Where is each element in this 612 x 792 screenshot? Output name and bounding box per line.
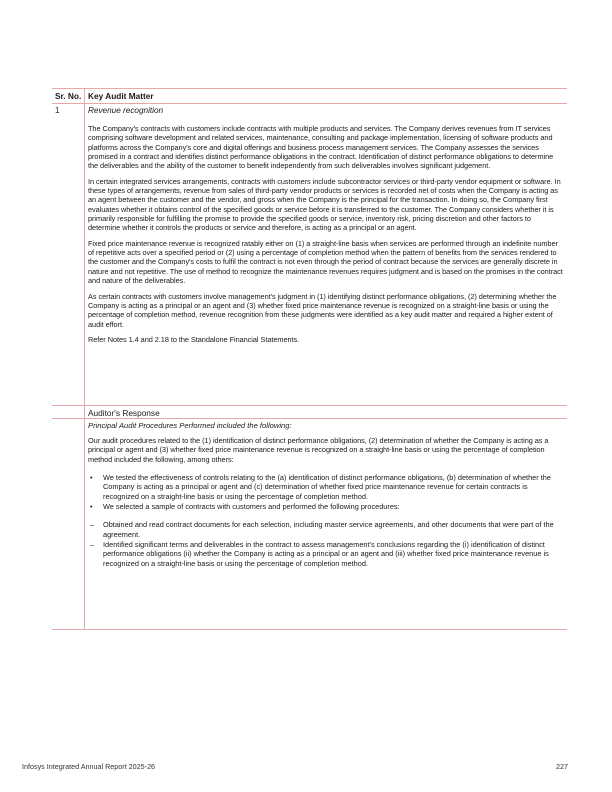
matter-paragraph: Fixed price maintenance revenue is recognized ratably either on (1) a straight-line basis when services are performed through an indefinite number of repetitive acts over a specified period or (2) using a percentage of completion method when the pattern of benefits from the services rendered to the customer and the Company's costs to fulfil the contract is not even through the period of contract because the services are generally discrete in nature and not repetitive. The use of method to recognize the maintenance revenues requires judgment and is based on the promises in the contract and nature of the deliverables.	[88, 238, 563, 286]
procedure-bullet: • We selected a sample of contracts with customers and performed the following procedures:	[88, 502, 564, 511]
procedure-list	[88, 473, 564, 511]
matter-paragraph: In certain integrated services arrangements, contracts with customers include subcontractor services or third-party vendor equipment or software. In these types of arrangements, revenue from sales of third-party vendor products or services is recorded net of costs when the Company is acting as an agent between the customer and the vendor, and gross when the Company is the principal for the transaction. In doing so, the Company first evaluates whether it obtains control of the specified goods or service before it is transferred to the customer. The Company considers whether it is primarily responsible for fulfilling the promise to provide the specified goods or service, inventory risk, pricing discretion and other factors to determine whether it controls the products or service and therefore, is acting as a principal or an agent.	[88, 176, 561, 233]
report-title: Infosys Integrated Annual Report 2025-26	[22, 762, 156, 771]
response-body	[88, 436, 564, 569]
matter-title: Revenue recognition	[88, 106, 164, 115]
header-key-audit-matter: Key Audit Matter	[88, 91, 154, 101]
matter-description	[88, 124, 564, 350]
table-top-rule	[52, 88, 567, 89]
response-subtitle: Principal Audit Procedures Performed included the following:	[88, 421, 292, 430]
response-top-rule	[52, 405, 567, 406]
sample-procedure-item: – Identified significant terms and deliverables in the contract to assess management's conclusions regarding the (i) identification of distinct performance obligations (ii) whether the Company is acting as a principal or an agent and (iii) whether fixed price maintenance revenue is recognized on a straight-line basis or using the percentage of completion method.	[88, 540, 564, 568]
column-divider	[84, 88, 85, 629]
matter-notes-reference: Refer Notes 1.4 and 2.18 to the Standalone Financial Statements.	[88, 334, 300, 344]
header-bottom-rule	[52, 103, 567, 104]
table-bottom-rule	[52, 629, 567, 630]
response-header: Auditor's Response	[88, 408, 160, 418]
procedure-bullet: • We tested the effectiveness of controls relating to the (a) identification of distinct performance obligations, (b) determination of whether the Company is acting as a principal or agent and (c) determination of whether fixed price maintenance revenue for certain contracts is recognized on a straight-line basis or using the percentage of completion method.	[88, 473, 564, 501]
matter-paragraph: As certain contracts with customers involve management's judgment in (1) identifying distinct performance obligations, (2) determining whether the Company is acting as a principal or an agent and (3) whether fixed price maintenance revenue is recognized on a straight-line basis or using the percentage of completion method, revenue recognition from these judgments were identified as a key audit matter and required a higher extent of audit effort.	[88, 291, 557, 329]
header-sr-no: Sr. No.	[55, 91, 82, 101]
sample-procedure-list	[88, 520, 564, 568]
matter-paragraph: The Company's contracts with customers include contracts with multiple products and services. The Company derives revenues from IT services comprising software development and related services, maintenance, consulting and package implementation, licensing of software products and platforms across the Company's core and digital offerings and business process management services. The Company assesses the services promised in a contract and identifies distinct performance obligations in the contract. Identification of distinct performance obligations to determine the deliverables and the ability of the customer to benefit independently from such deliverables involves significant judgement.	[88, 124, 554, 171]
response-intro: Our audit procedures related to the (1) identification of distinct performance obligations, (2) determination of whether the Company is acting as a principal or agent and (3) whether fixed price maintenance revenue is recognized on a straight-line basis or using the percentage of completion method included the following, among others:	[88, 436, 549, 464]
row-number: 1	[55, 106, 60, 115]
page-number: 227	[556, 762, 568, 771]
sample-procedure-item: – Obtained and read contract documents for each selection, including master service agreements, and other documents that were part of the agreement.	[88, 520, 564, 539]
